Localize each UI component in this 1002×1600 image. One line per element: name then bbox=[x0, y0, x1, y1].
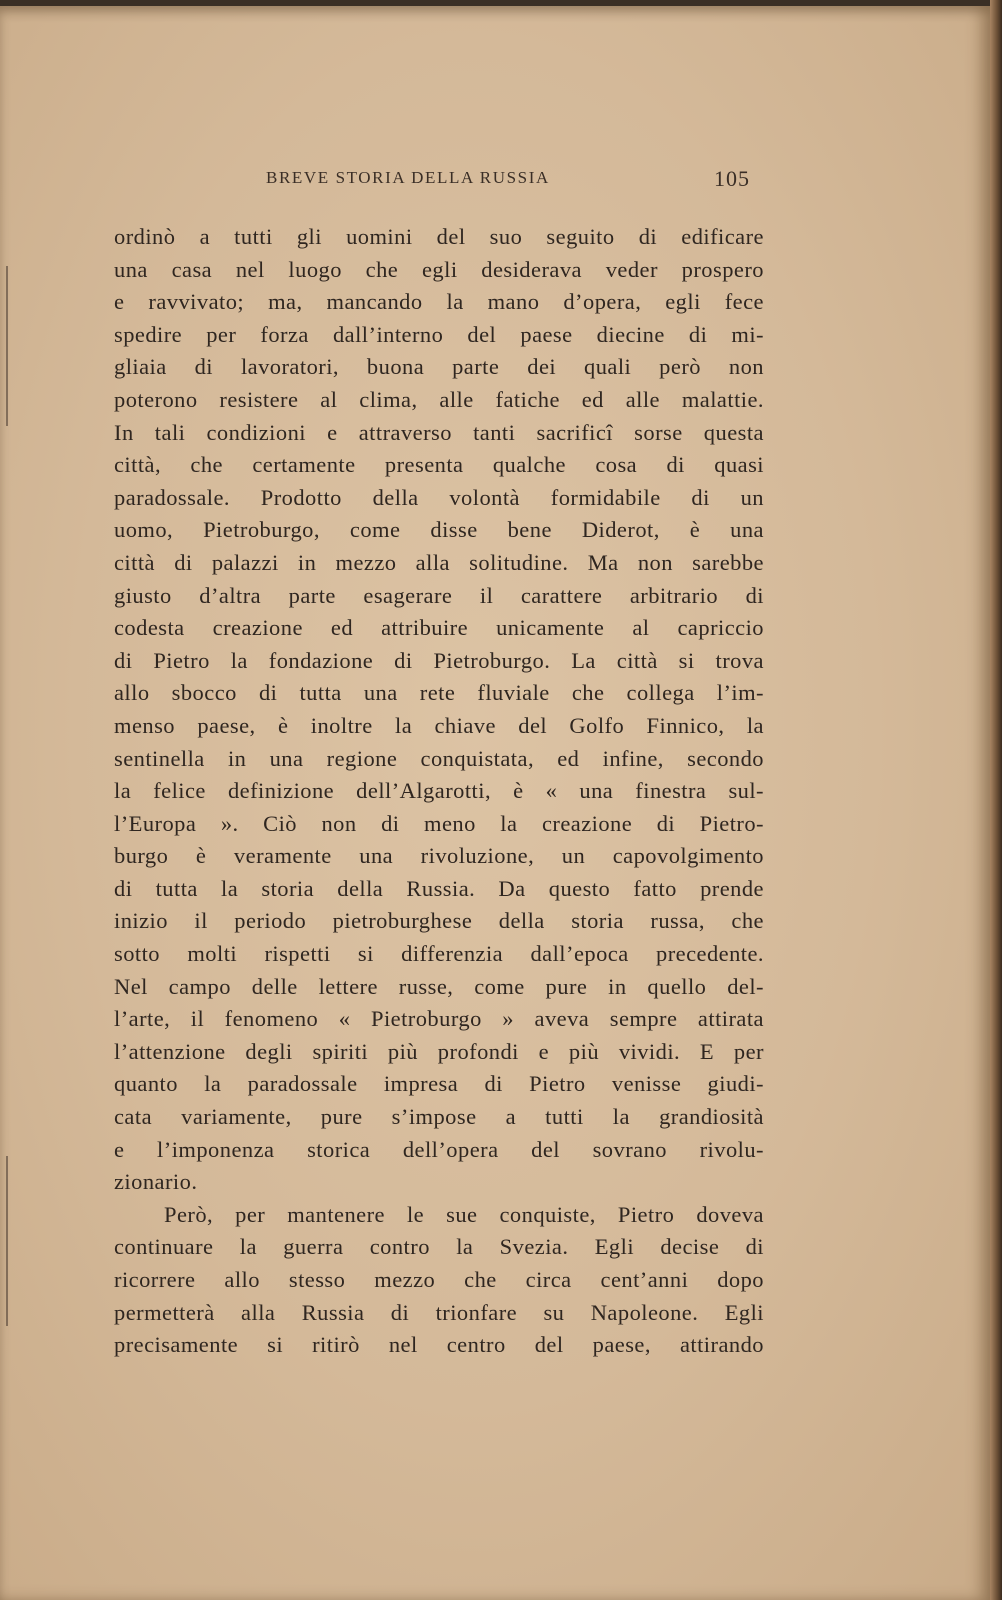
text-line: l’arte, il fenomeno « Pietroburgo » aveva sempre attirata bbox=[114, 1006, 764, 1032]
page-edge bbox=[990, 0, 1002, 1600]
text-line: Nel campo delle lettere russe, come pure in quello del- bbox=[114, 973, 764, 999]
text-line: di tutta la storia della Russia. Da questo fatto prende bbox=[114, 875, 764, 901]
margin-mark bbox=[6, 266, 8, 426]
text-line: ricorrere allo stesso mezzo che circa cent’anni dopo bbox=[114, 1267, 764, 1292]
text-line: uomo, Pietroburgo, come disse bene Diderot, è una bbox=[114, 517, 764, 543]
text-line: giusto d’altra parte esagerare il carattere arbitrario di bbox=[114, 582, 764, 608]
text-line: menso paese, è inoltre la chiave del Golfo Finnico, la bbox=[114, 712, 764, 738]
text-line: di Pietro la fondazione di Pietroburgo. La città si trova bbox=[114, 647, 764, 673]
text-line: l’Europa ». Ciò non di meno la creazione di Pietro- bbox=[114, 810, 764, 836]
text-line: una casa nel luogo che egli desiderava veder prospero bbox=[114, 256, 764, 282]
text-line: l’attenzione degli spiriti più profondi e più vividi. E per bbox=[114, 1038, 764, 1064]
text-line: codesta creazione ed attribuire unicamente al capriccio bbox=[114, 615, 764, 641]
text-line: città, che certamente presenta qualche cosa di quasi bbox=[114, 452, 764, 478]
text-line: sentinella in una regione conquistata, ed infine, secondo bbox=[114, 745, 764, 771]
margin-mark bbox=[6, 1156, 8, 1326]
text-line: città di palazzi in mezzo alla solitudine. Ma non sarebbe bbox=[114, 549, 764, 575]
text-line: ordinò a tutti gli uomini del suo seguito di edificare bbox=[114, 224, 764, 249]
text-line: cata variamente, pure s’impose a tutti la grandiosità bbox=[114, 1104, 764, 1130]
page-number: 105 bbox=[714, 166, 750, 191]
text-line: zionario. bbox=[114, 1169, 198, 1195]
text-line: paradossale. Prodotto della volontà formidabile di un bbox=[114, 484, 764, 510]
text-line: burgo è veramente una rivoluzione, un capovolgimento bbox=[114, 843, 764, 869]
body-text bbox=[114, 221, 764, 1362]
text-line: allo sbocco di tutta una rete fluviale che collega l’im- bbox=[114, 680, 764, 706]
text-line: e ravvivato; ma, mancando la mano d’opera, egli fece bbox=[114, 289, 764, 315]
text-line: permetterà alla Russia di trionfare su Napoleone. Egli bbox=[114, 1299, 764, 1325]
text-line: gliaia di lavoratori, buona parte dei quali però non bbox=[114, 354, 764, 380]
running-title: BREVE STORIA DELLA RUSSIA bbox=[266, 168, 550, 187]
text-line: quanto la paradossale impresa di Pietro venisse giudi- bbox=[114, 1071, 764, 1097]
text-line: sotto molti rispetti si differenzia dall’epoca precedente. bbox=[114, 941, 764, 967]
text-line: la felice definizione dell’Algarotti, è « una finestra sul- bbox=[114, 778, 764, 804]
text-line: e l’imponenza storica dell’opera del sovrano rivolu- bbox=[114, 1136, 764, 1162]
text-line: Però, per mantenere le sue conquiste, Pietro doveva bbox=[164, 1201, 764, 1227]
text-line: spedire per forza dall’interno del paese diecine di mi- bbox=[114, 321, 764, 347]
book-page bbox=[0, 6, 990, 1600]
running-head bbox=[260, 168, 756, 196]
text-line: continuare la guerra contro la Svezia. Egli decise di bbox=[114, 1234, 764, 1260]
text-line: inizio il periodo pietroburghese della storia russa, che bbox=[114, 908, 764, 934]
text-line: precisamente si ritirò nel centro del paese, attirando bbox=[114, 1332, 764, 1358]
text-line: poterono resistere al clima, alle fatiche ed alle malattie. bbox=[114, 386, 764, 412]
text-line: In tali condizioni e attraverso tanti sacrificî sorse questa bbox=[114, 419, 764, 445]
